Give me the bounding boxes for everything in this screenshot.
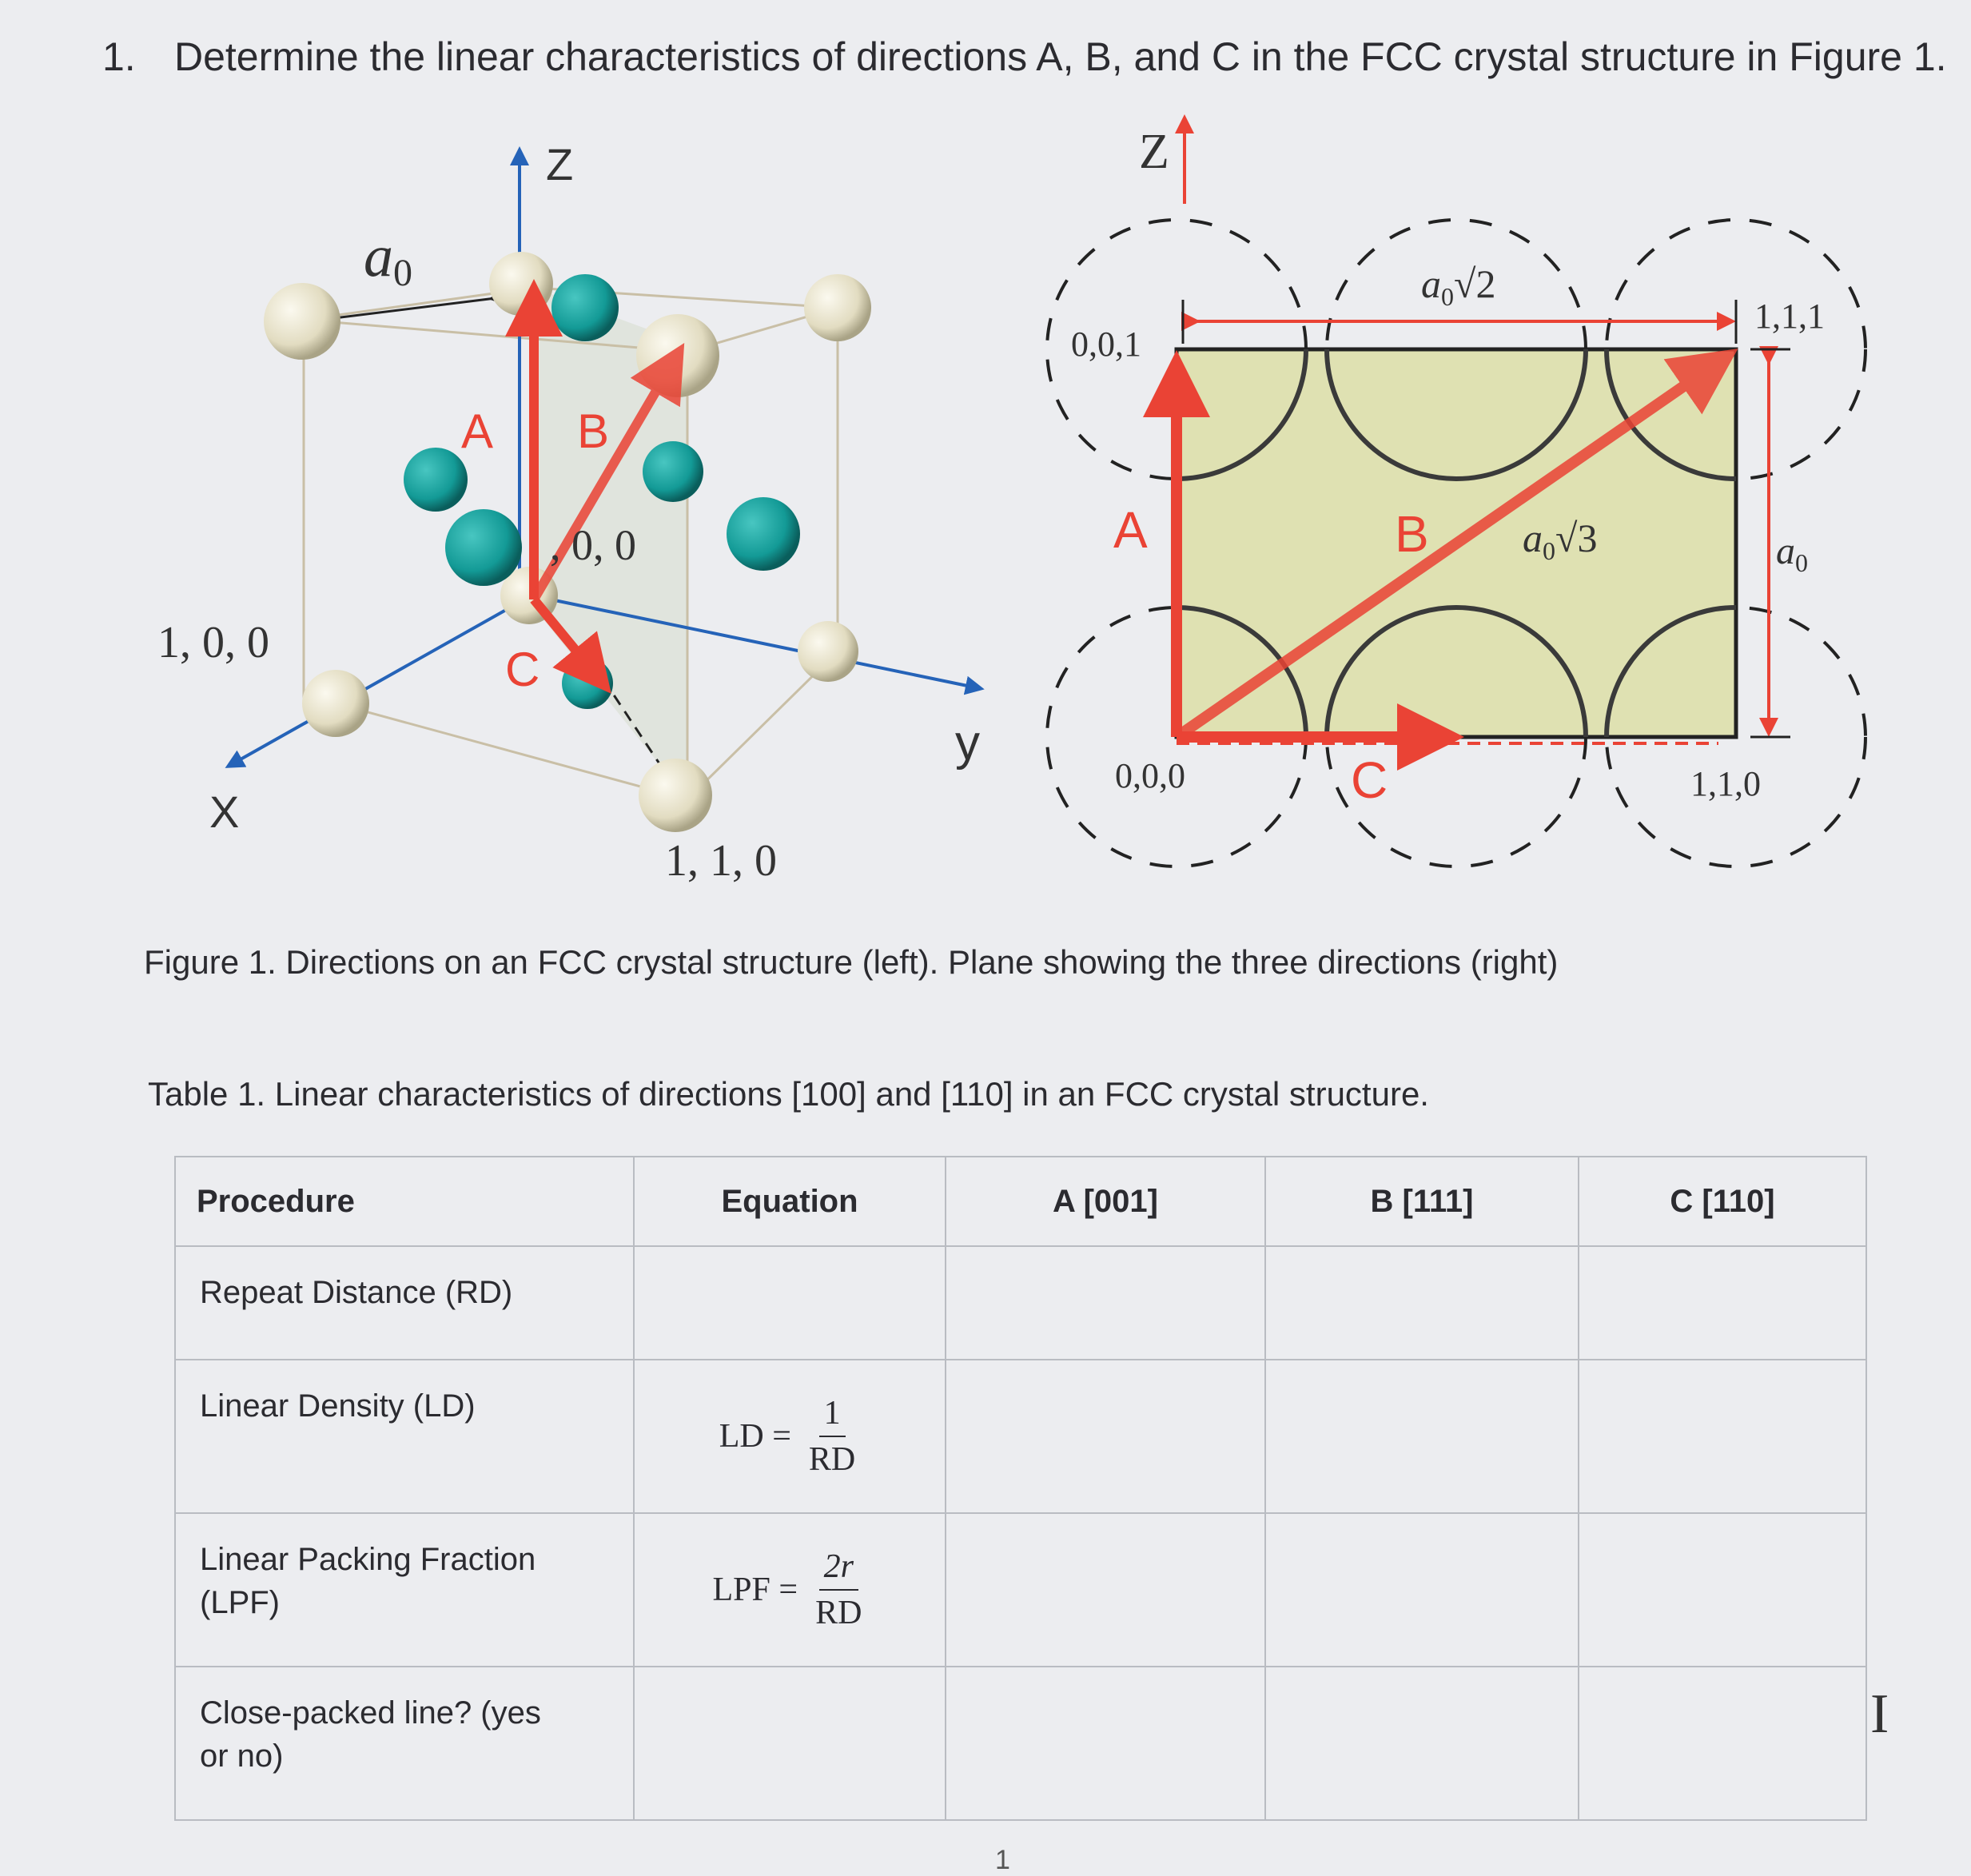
answer-cell-a[interactable] <box>946 1513 1265 1667</box>
table-row <box>175 1246 1866 1360</box>
right-coord-001: 0,0,1 <box>1071 325 1141 364</box>
procedure-cell <box>175 1360 634 1513</box>
right-z-label: Z <box>1139 125 1169 179</box>
answer-cell-c[interactable] <box>1579 1667 1866 1820</box>
corner-atom <box>639 759 712 832</box>
figure-1 <box>0 0 1971 919</box>
denominator: RD <box>808 1441 856 1478</box>
face-atom <box>551 274 619 341</box>
corner-atom <box>636 314 719 397</box>
left-z-label: Z <box>546 139 574 189</box>
right-label-b: B <box>1395 505 1429 563</box>
text-cursor-icon: I <box>1870 1683 1889 1745</box>
dim-side-label: $a_0$ <box>1776 530 1808 577</box>
corner-atom <box>302 670 369 737</box>
left-y-label: y <box>955 715 980 771</box>
denominator: RD <box>815 1595 862 1631</box>
eq-lhs: LPF = <box>712 1571 798 1608</box>
face-atom <box>404 448 468 512</box>
equation-cell <box>634 1360 946 1513</box>
figure-caption: Figure 1. Directions on an FCC crystal structure (left). Plane showing the three directions (right) <box>144 943 1559 981</box>
answer-cell-b[interactable] <box>1265 1360 1579 1513</box>
left-x-label: X <box>209 787 240 837</box>
corner-atom <box>264 283 340 360</box>
left-label-a: A <box>461 404 494 458</box>
right-coord-110: 1,1,0 <box>1690 764 1761 803</box>
header-c-110: C [110] <box>1579 1157 1866 1246</box>
right-coord-000: 0,0,0 <box>1115 756 1185 795</box>
plane-diagram <box>1047 124 1865 866</box>
fraction <box>810 1547 866 1632</box>
answer-cell-b[interactable] <box>1265 1513 1579 1667</box>
procedure-label-line2: (LPF) <box>200 1585 280 1620</box>
fraction <box>804 1394 860 1479</box>
procedure-cell <box>175 1513 634 1667</box>
face-atom <box>445 509 522 586</box>
table-row <box>175 1667 1866 1820</box>
answer-cell-a[interactable] <box>946 1667 1265 1820</box>
table-caption: Table 1. Linear characteristics of directions [100] and [110] in an FCC crystal structure. <box>148 1075 1429 1113</box>
right-label-c: C <box>1351 751 1388 809</box>
procedure-cell <box>175 1667 634 1820</box>
left-coord-000: , 0, 0 <box>550 521 636 569</box>
answer-cell-b[interactable] <box>1265 1246 1579 1360</box>
procedure-label: Linear Density (LD) <box>200 1388 476 1424</box>
face-atom <box>727 497 800 571</box>
eq-lhs: LD = <box>719 1418 791 1455</box>
corner-atom <box>489 252 553 316</box>
right-label-a: A <box>1113 501 1148 559</box>
page-number: 1 <box>995 1845 1010 1875</box>
table-row <box>175 1513 1866 1667</box>
header-a-001: A [001] <box>946 1157 1265 1246</box>
left-a0-label: a0 <box>364 224 412 294</box>
question-body: Determine the linear characteristics of directions A, B, and C in the FCC crystal structure in Figure 1. <box>174 34 1947 79</box>
table-header-row <box>175 1157 1866 1246</box>
equation-cell[interactable] <box>634 1667 946 1820</box>
face-atom <box>643 441 703 502</box>
procedure-label-line2: or no) <box>200 1739 284 1774</box>
procedure-label: Repeat Distance (RD) <box>200 1275 513 1310</box>
right-coord-111: 1,1,1 <box>1754 297 1825 336</box>
procedure-label-line1: Close-packed line? (yes <box>200 1695 541 1731</box>
header-b-111: B [111] <box>1265 1157 1579 1246</box>
lpf-equation <box>635 1514 945 1666</box>
answer-cell-c[interactable] <box>1579 1513 1866 1667</box>
ld-equation <box>635 1360 945 1512</box>
answer-cell-a[interactable] <box>946 1360 1265 1513</box>
procedure-cell <box>175 1246 634 1360</box>
left-coord-110: 1, 1, 0 <box>665 836 777 886</box>
left-label-b: B <box>577 404 610 458</box>
x-axis-line <box>233 595 532 763</box>
left-coord-100: 1, 0, 0 <box>157 618 269 667</box>
dim-diag-label: $a_0√3$ <box>1523 516 1598 565</box>
header-procedure: Procedure <box>175 1157 634 1246</box>
question-number: 1. <box>102 34 136 79</box>
answer-cell-c[interactable] <box>1579 1246 1866 1360</box>
characteristics-table <box>174 1156 1867 1821</box>
equation-cell <box>634 1513 946 1667</box>
left-label-c: C <box>505 643 540 696</box>
answer-cell-c[interactable] <box>1579 1360 1866 1513</box>
table-row <box>175 1360 1866 1513</box>
dim-top-label: $a_0√2$ <box>1421 261 1496 311</box>
numerator: 1 <box>819 1394 846 1437</box>
procedure-label-line1: Linear Packing Fraction <box>200 1542 536 1577</box>
corner-atom <box>798 621 858 682</box>
equation-cell[interactable] <box>634 1246 946 1360</box>
answer-cell-b[interactable] <box>1265 1667 1579 1820</box>
answer-cell-a[interactable] <box>946 1246 1265 1360</box>
fcc-unit-cell <box>157 139 980 886</box>
header-equation: Equation <box>634 1157 946 1246</box>
corner-atom <box>804 274 871 341</box>
numerator: 2r <box>819 1547 858 1591</box>
